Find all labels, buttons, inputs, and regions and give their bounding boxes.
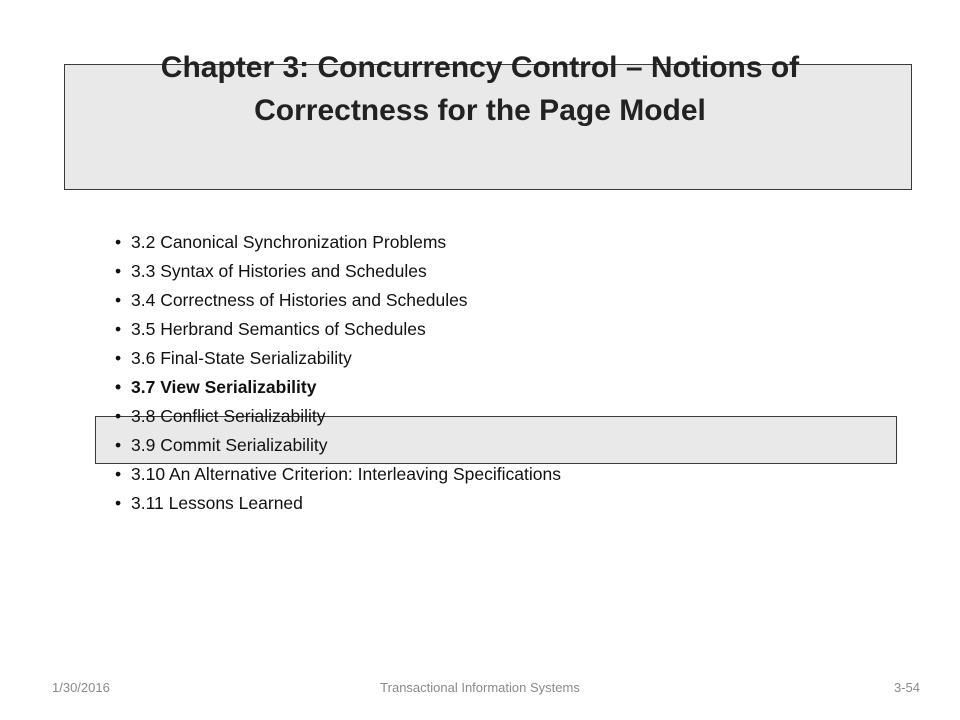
slide-title bbox=[40, 46, 920, 132]
toc-item-label: 3.7 View Serializability bbox=[131, 377, 317, 397]
toc-item-3-7-current bbox=[115, 373, 561, 402]
toc-item-3-5 bbox=[115, 315, 561, 344]
bullet: • bbox=[115, 493, 122, 513]
toc-item-3-3 bbox=[115, 257, 561, 286]
toc-item-label: 3.11 Lessons Learned bbox=[131, 493, 303, 513]
footer-page-number: 3-54 bbox=[893, 680, 920, 695]
toc-item-label: 3.10 An Alternative Criterion: Interleaving Specifications bbox=[131, 464, 561, 484]
bullet: • bbox=[115, 435, 122, 455]
bullet: • bbox=[115, 261, 122, 281]
toc-item-3-8 bbox=[115, 402, 561, 431]
footer-date: 1/30/2016 bbox=[52, 680, 110, 695]
footer-title: Transactional Information Systems bbox=[380, 680, 580, 695]
toc-item-3-9 bbox=[115, 431, 561, 460]
toc-item-label: 3.8 Conflict Serializability bbox=[131, 406, 326, 426]
title-line-2: Correctness for the Page Model bbox=[254, 94, 706, 127]
toc-item-label: 3.3 Syntax of Histories and Schedules bbox=[131, 261, 427, 281]
title-line-1: Chapter 3: Concurrency Control – Notions of bbox=[160, 51, 800, 84]
toc-item-3-11 bbox=[115, 489, 561, 518]
toc-item-label: 3.6 Final-State Serializability bbox=[131, 348, 352, 368]
bullet: • bbox=[115, 290, 122, 310]
toc-item-label: 3.9 Commit Serializability bbox=[131, 435, 328, 455]
bullet: • bbox=[115, 377, 122, 397]
toc-item-3-4 bbox=[115, 286, 561, 315]
bullet: • bbox=[115, 319, 122, 339]
toc-item-3-10 bbox=[115, 460, 561, 489]
toc-item-3-2 bbox=[115, 228, 561, 257]
bullet: • bbox=[115, 232, 122, 252]
toc-item-label: 3.4 Correctness of Histories and Schedules bbox=[131, 290, 468, 310]
toc-item-3-6 bbox=[115, 344, 561, 373]
bullet: • bbox=[115, 406, 122, 426]
bullet: • bbox=[115, 348, 122, 368]
toc-list bbox=[115, 228, 561, 518]
toc-item-label: 3.5 Herbrand Semantics of Schedules bbox=[131, 319, 426, 339]
bullet: • bbox=[115, 464, 122, 484]
toc-item-label: 3.2 Canonical Synchronization Problems bbox=[131, 232, 447, 252]
